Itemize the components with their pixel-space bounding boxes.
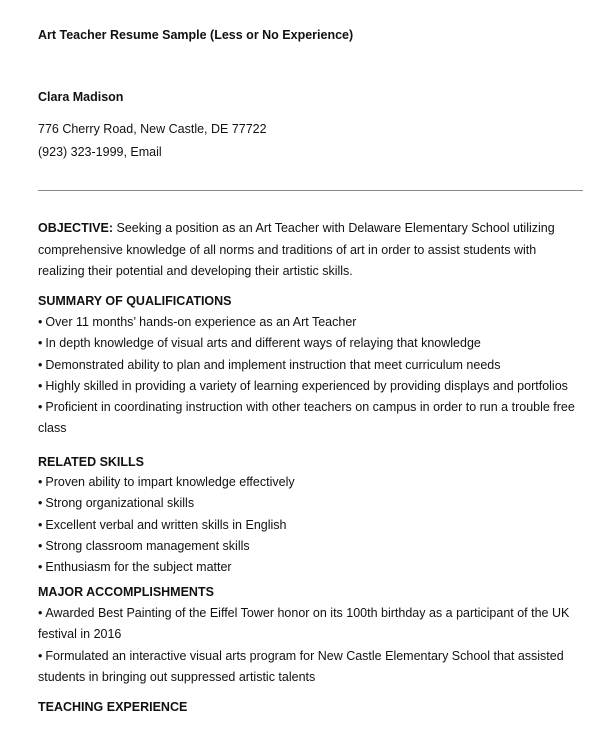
skills-list — [38, 472, 586, 578]
bullet-icon: • — [38, 357, 43, 372]
skills-heading: RELATED SKILLS — [38, 455, 145, 469]
bullet-icon: • — [38, 475, 43, 489]
bullet-icon: • — [38, 538, 43, 553]
objective-paragraph — [38, 218, 586, 283]
accomplishments-heading: MAJOR ACCOMPLISHMENTS — [38, 585, 214, 599]
list-item — [38, 603, 586, 646]
bullet-icon: • — [38, 378, 43, 393]
bullet-icon: • — [38, 400, 43, 415]
bullet-icon: • — [38, 336, 43, 351]
list-item — [38, 376, 586, 397]
list-item — [38, 536, 586, 557]
bullet-icon: • — [38, 517, 43, 532]
list-item — [38, 557, 586, 578]
accomplishments-list — [38, 603, 586, 688]
candidate-contact: (923) 323-1999, Email — [38, 145, 162, 159]
list-item-text: Highly skilled in providing a variety of learning experienced by providing displays and portfolios — [45, 378, 568, 393]
list-item-text: Over 11 months’ hands-on experience as an Art Teacher — [45, 315, 357, 329]
list-item — [38, 493, 586, 514]
list-item-text: Proven ability to impart knowledge effectively — [45, 475, 295, 489]
list-item-text: Proficient in coordinating instruction with other teachers on campus in order to run a trouble free class — [38, 400, 575, 436]
list-item-text: Strong organizational skills — [45, 496, 195, 511]
objective-text: Seeking a position as an Art Teacher with Delaware Elementary School utilizing comprehensive knowledge of all norms and traditions of art in order to assist students with realizing their potential and developing their artistic skills. — [38, 221, 555, 278]
candidate-address: 776 Cherry Road, New Castle, DE 77722 — [38, 122, 267, 136]
list-item — [38, 355, 586, 376]
candidate-name: Clara Madison — [38, 90, 124, 104]
experience-heading: TEACHING EXPERIENCE — [38, 700, 188, 714]
document-title: Art Teacher Resume Sample (Less or No Experience) — [38, 28, 354, 42]
bullet-icon: • — [38, 496, 43, 511]
list-item-text: Formulated an interactive visual arts program for New Castle Elementary School that assisted students in bringing out suppressed artistic talents — [38, 648, 564, 684]
list-item — [38, 397, 586, 440]
list-item-text: Demonstrated ability to plan and implement instruction that meet curriculum needs — [45, 357, 501, 372]
list-item-text: Excellent verbal and written skills in English — [45, 517, 287, 532]
header-divider — [38, 190, 583, 191]
list-item-text: Enthusiasm for the subject matter — [45, 560, 232, 575]
bullet-icon: • — [38, 315, 43, 329]
list-item — [38, 472, 586, 493]
list-item-text: Awarded Best Painting of the Eiffel Tower honor on its 100th birthday as a participant of the UK festival in 2016 — [38, 606, 570, 642]
bullet-icon: • — [38, 560, 43, 575]
bullet-icon: • — [38, 648, 43, 663]
list-item — [38, 312, 586, 333]
objective-label: OBJECTIVE: — [38, 221, 114, 235]
bullet-icon: • — [38, 606, 43, 620]
list-item-text: In depth knowledge of visual arts and different ways of relaying that knowledge — [45, 336, 481, 351]
list-item — [38, 333, 586, 354]
list-item — [38, 646, 586, 689]
list-item-text: Strong classroom management skills — [45, 538, 250, 553]
summary-heading: SUMMARY OF QUALIFICATIONS — [38, 294, 232, 308]
summary-list — [38, 312, 586, 440]
list-item — [38, 515, 586, 536]
